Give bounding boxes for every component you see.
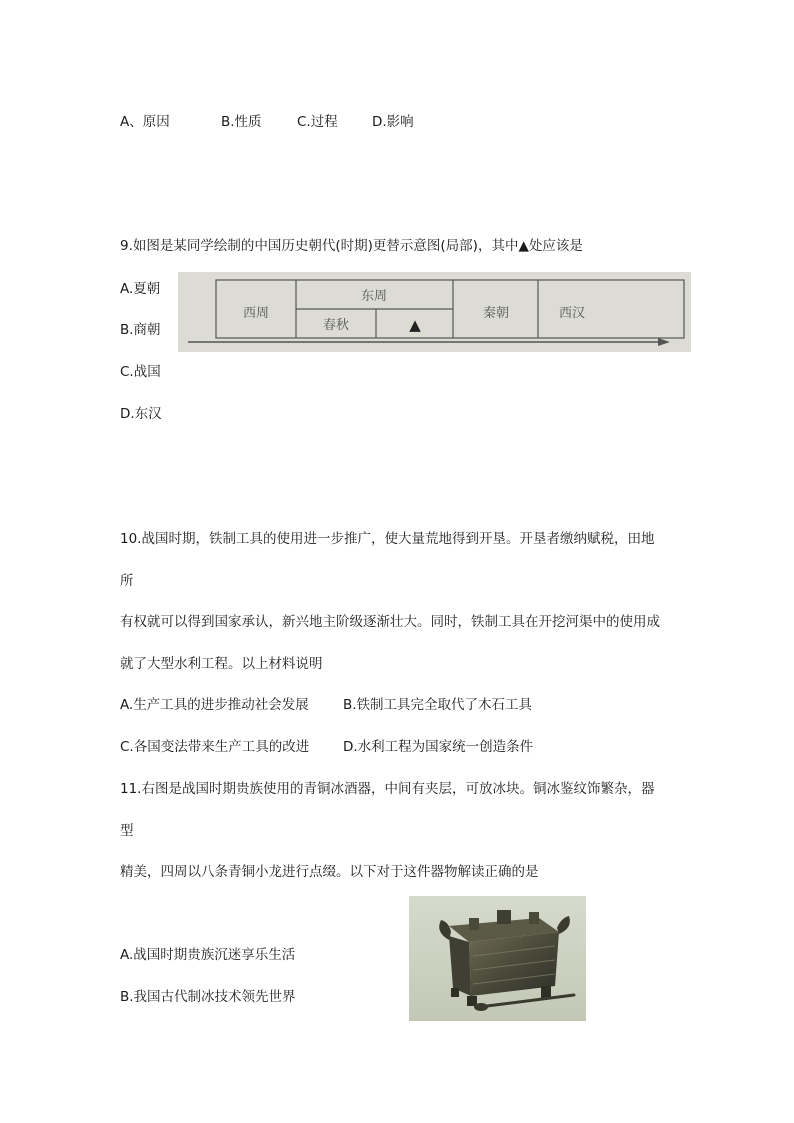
q9-option-b: B.商朝 [120,322,161,338]
q10-stem-line-1: 10.战国时期，铁制工具的使用进一步推广，使大量荒地得到开垦。开垦者缴纳赋税，田地 [120,531,655,547]
cell-western-han: 西汉 [558,306,586,321]
q10-stem-line-4: 就了大型水利工程。以上材料说明 [120,656,323,672]
q10-option-a: A.生产工具的进步推动社会发展 [120,697,309,713]
q8-option-c: C.过程 [297,114,338,130]
q9-option-d: D.东汉 [120,406,162,422]
q8-option-d: D.影响 [372,114,414,130]
dynasty-timeline-figure [178,272,691,352]
q11-option-b: B.我国古代制冰技术领先世界 [120,989,296,1005]
q10-option-b: B.铁制工具完全取代了木石工具 [343,697,533,713]
cell-qin: 秦朝 [482,306,510,321]
q10-stem-line-3: 有权就可以得到国家承认，新兴地主阶级逐渐壮大。同时，铁制工具在开挖河渠中的使用成 [120,614,660,630]
cell-spring-autumn: 春秋 [322,318,350,333]
q11-option-a: A.战国时期贵族沉迷享乐生活 [120,947,296,963]
q10-stem-line-2: 所 [120,573,134,589]
cell-triangle-blank: ▲ [409,316,421,334]
q10-option-c: C.各国变法带来生产工具的改进 [120,739,310,755]
cell-western-zhou: 西周 [242,306,270,321]
q9-option-a: A.夏朝 [120,281,161,297]
q10-option-d: D.水利工程为国家统一创造条件 [343,739,534,755]
q9-stem: 9.如图是某同学绘制的中国历史朝代(时期)更替示意图(局部)，其中▲处应该是 [120,238,583,254]
q11-stem-line-3: 精美，四周以八条青铜小龙进行点缀。以下对于这件器物解读正确的是 [120,864,539,880]
bronze-ice-wine-vessel-photo [409,896,586,1021]
cell-eastern-zhou: 东周 [360,289,388,304]
q8-option-a: A、原因 [120,114,170,130]
q8-option-b: B.性质 [221,114,262,130]
q11-stem-line-2: 型 [120,823,134,839]
q11-stem-line-1: 11.右图是战国时期贵族使用的青铜冰酒器，中间有夹层，可放冰块。铜冰鉴纹饰繁杂，器 [120,781,655,797]
q9-option-c: C.战国 [120,364,161,380]
